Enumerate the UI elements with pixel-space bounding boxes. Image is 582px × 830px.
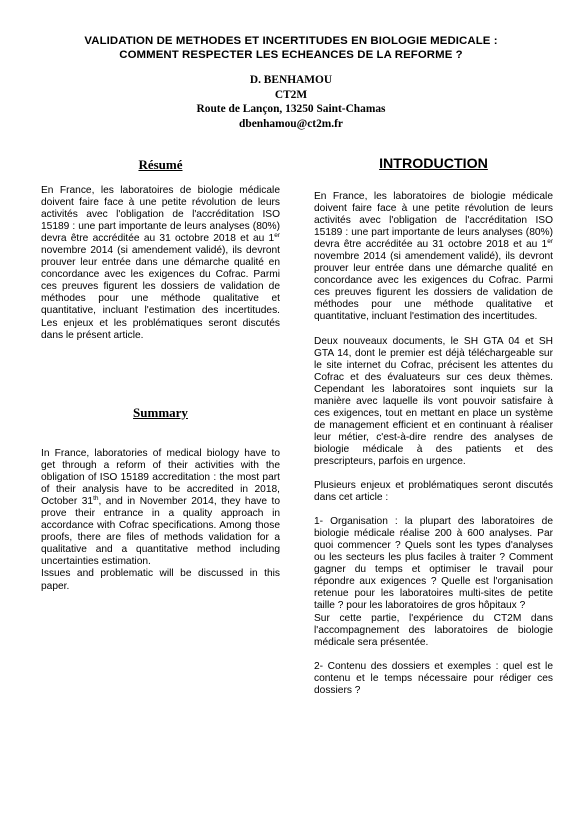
author-address: Route de Lançon, 13250 Saint-Chamas <box>196 103 386 116</box>
introduction-paragraph-3: Plusieurs enjeux et problématiques seront discutés dans cet article : <box>314 480 553 504</box>
introduction-heading: INTRODUCTION <box>379 156 488 172</box>
author-block <box>40 73 542 131</box>
introduction-paragraph-6: 2- Contenu des dossiers et exemples : quel est le contenu et le temps nécessaire pour rédiger ces dossiers ? <box>314 660 553 696</box>
intro-p1-superscript: er <box>547 238 553 246</box>
resume-paragraph <box>41 185 280 342</box>
resume-text-end: novembre 2014 (si amendement validé), ils devront prouver leur entrée dans une démarche qualité en concordance avec les exigences du Cofrac. Parmi ces preuves figurent les dossiers de validation de méthodes pour une méthode qualitative et quantitative, incluant l'estimation des incertitudes. Les enjeux et les problématiques seront discutés dans le présent article. <box>41 245 280 341</box>
author-organization: CT2M <box>274 88 308 101</box>
summary-section <box>41 448 280 593</box>
resume-superscript: er <box>274 232 280 240</box>
summary-text-end: , and in November 2014, they have to prove their entrance in a quality approach in accordance with Cofrac specifications. Among those proofs, there are files of methods validation for a qualitative and a quantitative method including uncertainties estimation. <box>41 496 280 568</box>
summary-closing-line: Issues and problematic will be discussed in this paper. <box>41 568 280 592</box>
resume-section <box>41 185 280 342</box>
title-line-1: VALIDATION DE METHODES ET INCERTITUDES EN BIOLOGIE MEDICALE : <box>84 35 498 47</box>
intro-p1-end: novembre 2014 (si amendement validé), ils devront prouver leur entrée dans une démarche qualité en concordance avec les exigences du Cofrac. Parmi ces preuves figurent les dossiers de validation de méthodes pour une méthode qualitative et quantitative, incluant l'estimation des incertitudes. <box>314 251 553 323</box>
introduction-paragraph-2: Deux nouveaux documents, le SH GTA 04 et SH GTA 14, dont le premier est déjà téléchargeable sur le site internet du Cofrac, précisent les attentes du Cofrac et des évaluateurs sur ces deux thèmes. Cependant les laboratoires sont inquiets sur la manière avec laquelle ils vont pouvoir satisfaire à ces exigences, tout en mettant en place un système de management efficient et en continuant à réaliser leur métier, c'est-à-dire rendre des analyses de biologie médicale à des patients et des prescripteurs, parfois en urgence. <box>314 335 553 467</box>
paper-title <box>40 34 542 62</box>
introduction-paragraph-4: 1- Organisation : la plupart des laboratoires de biologie médicale réalise 200 à 600 analyses. Par quoi commencer ? Quels sont les types d'analyses ou les secteurs les plus faciles à traiter ? Comment gagner du temps et optimiser le travail pour répondre aux exigences ? Quelle est l'organisation retenue pour les laboratoires multi-sites de petite taille ? pour les laboratoires de gros hôpitaux ? <box>314 516 553 612</box>
introduction-section <box>314 191 553 697</box>
summary-superscript: th <box>93 495 99 503</box>
resume-text-start: En France, les laboratoires de biologie médicale doivent faire face à une petite révolution de leurs activités avec l'obligation de l'accréditation ISO 15189 : une part importante de leurs analyses (80%) devra être accréditée au 31 octobre 2018 et au 1 <box>41 185 280 245</box>
author-email: dbenhamou@ct2m.fr <box>239 117 343 130</box>
author-name: D. BENHAMOU <box>249 74 333 86</box>
title-line-2: COMMENT RESPECTER LES ECHEANCES DE LA REFORME ? <box>119 49 463 61</box>
summary-text-start: In France, laboratories of medical biology have to get through a reform of their activities with the obligation of ISO 15189 accreditation : the most part of their analysis have to be accredited in 2018, October 31 <box>41 448 280 508</box>
summary-heading: Summary <box>133 405 188 420</box>
introduction-paragraph-1 <box>314 191 553 324</box>
introduction-paragraph-5: Sur cette partie, l'expérience du CT2M dans l'accompagnement des laboratoires de biologie médicale sera présentée. <box>314 612 553 648</box>
intro-p1-start: En France, les laboratoires de biologie médicale doivent faire face à une petite révolution de leurs activités avec l'obligation de l'accréditation ISO 15189 : une part importante de leurs analyses (80%) devra être accréditée au 31 octobre 2018 et au 1 <box>314 191 553 251</box>
resume-heading: Résumé <box>138 157 183 172</box>
summary-paragraph <box>41 448 280 568</box>
